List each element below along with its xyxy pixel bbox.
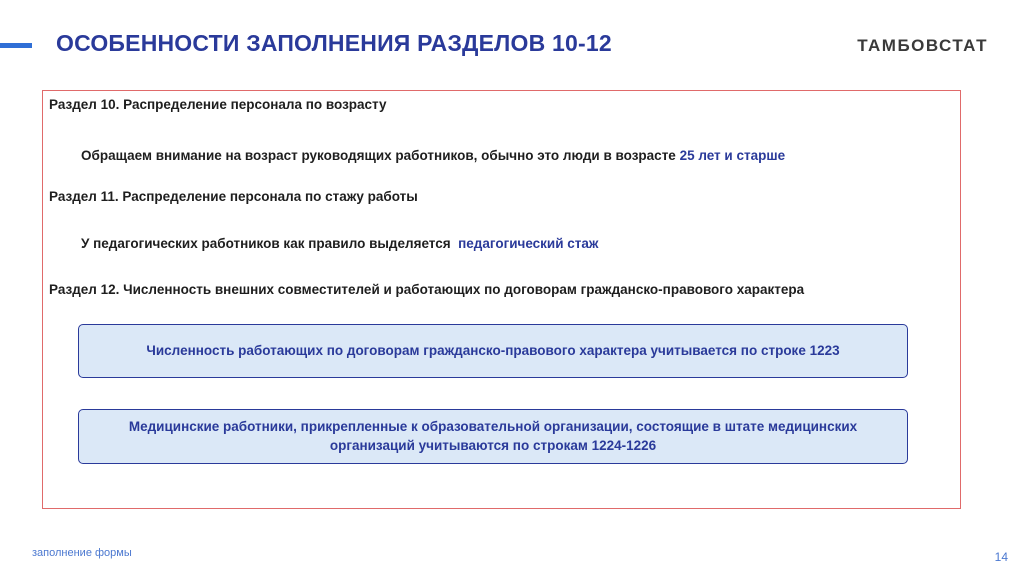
- section-11-note-highlight: педагогический стаж: [458, 236, 599, 251]
- section-10-note: [81, 148, 785, 163]
- page-title: ОСОБЕННОСТИ ЗАПОЛНЕНИЯ РАЗДЕЛОВ 10-12: [56, 30, 612, 56]
- section-10-note-text: Обращаем внимание на возраст руководящих работников, обычно это люди в возрасте: [81, 148, 680, 163]
- callout-row-1223: [78, 324, 908, 378]
- title-accent-bar: [0, 43, 32, 48]
- callout-row-1223-text: Численность работающих по договорам гражданско-правового характера учитывается по строке 1223: [146, 342, 840, 358]
- content-frame: [42, 90, 961, 509]
- callout-rows-1224-1226: [78, 409, 908, 464]
- section-11-heading: Раздел 11. Распределение персонала по стажу работы: [49, 189, 418, 204]
- callout-rows-1224-1226-text: Медицинские работники, прикрепленные к образовательной организации, состоящие в штате медицинских организаций учитываются по строкам 1224-1226: [128, 419, 858, 453]
- section-11-note: [81, 236, 598, 251]
- section-12-heading: Раздел 12. Численность внешних совместителей и работающих по договорам гражданско-правового характера: [49, 282, 805, 297]
- footer-label: заполнение формы: [32, 547, 132, 559]
- section-11-note-text: У педагогических работников как правило выделяется: [81, 236, 455, 251]
- tambovstat-logo: ТАМБОВСТАТ: [857, 36, 988, 55]
- section-10-note-highlight: 25 лет и старше: [679, 148, 786, 163]
- page-number: 14: [994, 550, 1008, 564]
- section-10-heading: Раздел 10. Распределение персонала по возрасту: [49, 97, 387, 112]
